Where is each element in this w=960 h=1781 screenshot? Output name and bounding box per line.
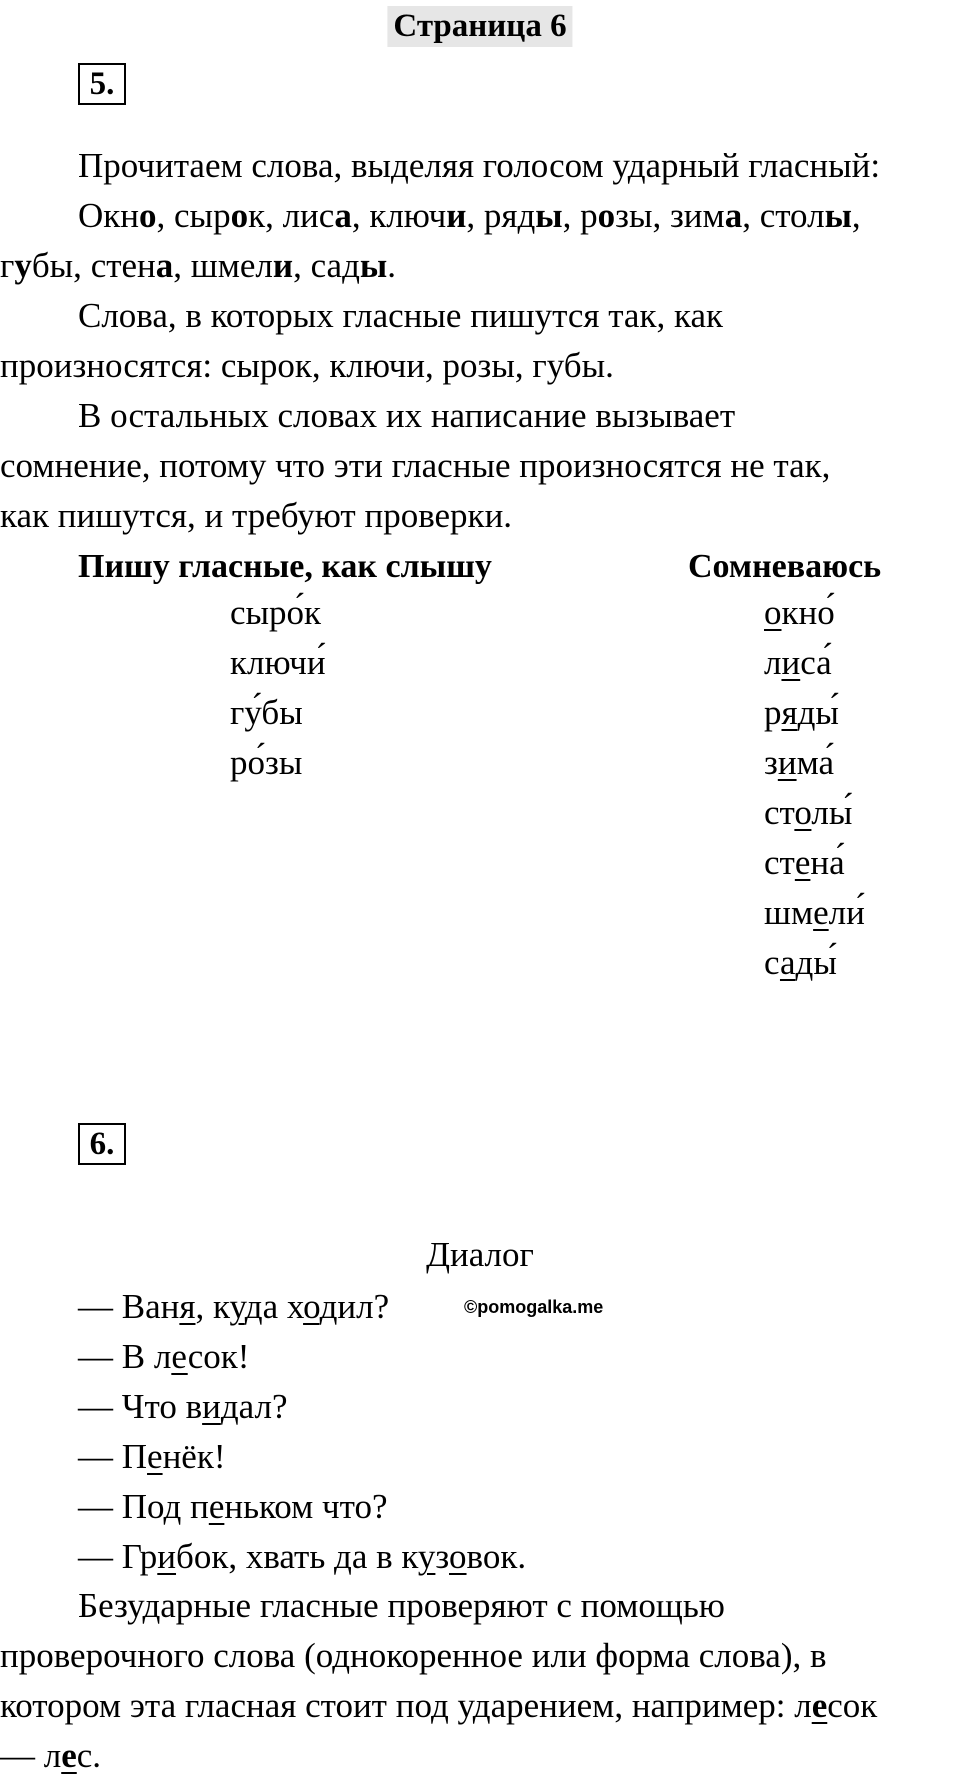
line1-word xyxy=(580,196,670,235)
doubt-word xyxy=(764,588,865,638)
rule-line-3 xyxy=(0,1688,877,1723)
dialog-line xyxy=(78,1339,249,1374)
underlined-vowel: и xyxy=(777,743,797,782)
task-5-intro: Прочитаем слова, выделяя голосом ударный гласный: xyxy=(78,146,881,185)
task-6-number: 6. xyxy=(78,1123,126,1165)
page-title: Страница 6 xyxy=(387,6,572,47)
word-part: , xyxy=(562,196,581,235)
doubt-word xyxy=(764,638,865,688)
line1-word xyxy=(283,196,370,235)
no-doubt-word: гу́бы xyxy=(230,693,303,732)
line1-word xyxy=(484,196,580,235)
underlined-vowel: е xyxy=(813,893,829,932)
word-part: , xyxy=(351,196,370,235)
stressed-words-line-1 xyxy=(78,198,861,233)
dialog-text: дал? xyxy=(220,1387,288,1426)
paragraph-3-line-3: как пишутся, и требуют проверки. xyxy=(0,496,513,535)
rule-line-3-end: сок xyxy=(827,1686,878,1725)
underlined-vowel: о xyxy=(303,1287,320,1326)
rule-line-4 xyxy=(0,1738,101,1773)
word-part: р xyxy=(764,693,782,732)
paragraph-3-line-2: сомнение, потому что эти гласные произносятся не так, xyxy=(0,446,831,485)
dialog-text: сок! xyxy=(187,1337,250,1376)
dialog-text: — Ван xyxy=(78,1287,180,1326)
word-part: сыр xyxy=(174,196,231,235)
line1-word xyxy=(760,196,861,235)
dialog-line xyxy=(78,1539,526,1574)
word-part: ма́ xyxy=(796,743,835,782)
word-part: . xyxy=(387,246,396,285)
rule-line-4-text: — л xyxy=(0,1736,62,1775)
word-part: бы, xyxy=(31,246,91,285)
paragraph-3-line-1: В остальных словах их написание вызывает xyxy=(78,396,736,435)
no-doubt-word: сыро́к xyxy=(230,593,322,632)
column-right-list xyxy=(764,588,865,988)
word-part: к, xyxy=(248,196,283,235)
rule-line-3-underlined-vowel: е xyxy=(811,1686,828,1725)
rule-line-4-underlined-vowel: е xyxy=(61,1736,77,1775)
word-part: г xyxy=(0,246,15,285)
paragraph-2-line-1: Слова, в которых гласные пишутся так, как xyxy=(78,296,723,335)
stressed-vowel: ы xyxy=(535,196,563,235)
stressed-vowel: о xyxy=(139,196,157,235)
dialog-line xyxy=(78,1439,226,1474)
line2-word xyxy=(0,246,91,285)
line2-word xyxy=(191,246,311,285)
underlined-vowel: у xyxy=(229,1287,245,1326)
underlined-vowel: я xyxy=(781,693,798,732)
underlined-vowel: и xyxy=(781,643,801,682)
word-part: ряд xyxy=(483,196,536,235)
stressed-vowel: ы xyxy=(824,196,852,235)
word-part: стол xyxy=(759,196,825,235)
word-part: зим xyxy=(669,196,725,235)
stressed-vowel: а xyxy=(724,196,743,235)
stressed-vowel: о xyxy=(230,196,249,235)
dialog-line xyxy=(78,1289,389,1324)
word-part: р xyxy=(580,196,598,235)
dialog-title: Диалог xyxy=(426,1235,534,1274)
doubt-word xyxy=(764,788,865,838)
word-part: кно́ xyxy=(781,593,835,632)
dialog-text: дил? xyxy=(319,1287,390,1326)
task-5-number: 5. xyxy=(78,63,126,105)
stressed-vowel: и xyxy=(446,196,467,235)
underlined-vowel: а xyxy=(779,943,796,982)
line1-word xyxy=(78,196,174,235)
stressed-vowel: ы xyxy=(359,246,388,285)
word-part: стен xyxy=(90,246,156,285)
underlined-vowel: и xyxy=(157,1537,177,1576)
word-part: на́ xyxy=(810,843,845,882)
line2-word xyxy=(311,246,396,285)
underlined-vowel: и xyxy=(202,1387,221,1426)
word-part: , xyxy=(742,196,760,235)
word-part: ст xyxy=(764,793,795,832)
watermark: ©pomogalka.me xyxy=(464,1297,604,1317)
doubt-word xyxy=(764,738,865,788)
word-part: , xyxy=(851,196,861,235)
underlined-vowel: я xyxy=(179,1287,196,1326)
dialog-line xyxy=(78,1489,387,1524)
column-right-header: Сомневаюсь xyxy=(688,548,882,585)
line2-word xyxy=(91,246,191,285)
doubt-word xyxy=(764,888,865,938)
word-part: лис xyxy=(282,196,335,235)
underlined-vowel: о xyxy=(449,1537,467,1576)
word-part: л xyxy=(764,643,782,682)
stressed-vowel: у xyxy=(14,246,32,285)
underlined-vowel: е xyxy=(171,1337,188,1376)
dialog-text: нёк! xyxy=(162,1437,226,1476)
underlined-vowel: у xyxy=(417,1537,436,1576)
word-part: шм xyxy=(764,893,814,932)
line1-word xyxy=(670,196,760,235)
doubt-word xyxy=(764,938,865,988)
word-part: са́ xyxy=(800,643,832,682)
dialog-text: ньком что? xyxy=(224,1487,388,1526)
line1-word xyxy=(174,196,283,235)
word-part: ды́ xyxy=(797,693,839,732)
word-part: з xyxy=(764,743,778,782)
dialog-text: бок, хвать да в к xyxy=(176,1537,418,1576)
underlined-vowel: о xyxy=(764,593,782,632)
dialog-text: — В л xyxy=(78,1337,172,1376)
rule-line-4-end: с. xyxy=(76,1736,102,1775)
stressed-vowel: о xyxy=(597,196,616,235)
dialog-text: — Под п xyxy=(78,1487,209,1526)
no-doubt-word: ключи́ xyxy=(230,643,326,682)
word-part: , xyxy=(173,246,191,285)
word-part: Окн xyxy=(78,196,140,235)
column-left-header: Пишу гласные, как слышу xyxy=(78,548,492,585)
underlined-vowel: е xyxy=(147,1437,163,1476)
column-left-list xyxy=(230,588,326,788)
stressed-vowel: и xyxy=(272,246,294,285)
stressed-words-line-2 xyxy=(0,248,396,283)
dialog-text: — Гр xyxy=(78,1537,158,1576)
paragraph-2-line-2: произносятся: сырок, ключи, розы, губы. xyxy=(0,346,614,385)
word-part: с xyxy=(764,943,780,982)
underlined-vowel: о xyxy=(794,793,812,832)
stressed-vowel: а xyxy=(155,246,174,285)
dialog-text: да х xyxy=(244,1287,304,1326)
word-part: ды́ xyxy=(795,943,837,982)
dialog-text: — Что в xyxy=(78,1387,203,1426)
dialog-text: — П xyxy=(78,1437,148,1476)
word-part: ст xyxy=(764,843,795,882)
dialog-line xyxy=(78,1389,288,1424)
rule-line-3-text: котором эта гласная стоит под ударением, например: л xyxy=(0,1686,812,1725)
word-part: , xyxy=(293,246,311,285)
word-part: , xyxy=(466,196,484,235)
underlined-vowel: е xyxy=(208,1487,225,1526)
word-part: , xyxy=(156,196,175,235)
rule-line-1: Безударные гласные проверяют с помощью xyxy=(78,1586,725,1625)
dialog-text: вок. xyxy=(466,1537,527,1576)
word-part: сад xyxy=(310,246,360,285)
word-part: ключ xyxy=(369,196,447,235)
doubt-word xyxy=(764,838,865,888)
no-doubt-word: ро́зы xyxy=(230,743,303,782)
stressed-vowel: а xyxy=(334,196,352,235)
word-part: зы, xyxy=(615,196,670,235)
word-part: лы́ xyxy=(811,793,853,832)
doubt-word xyxy=(764,688,865,738)
word-part: шмел xyxy=(190,246,273,285)
line1-word xyxy=(369,196,484,235)
underlined-vowel: е xyxy=(794,843,811,882)
dialog-text: з xyxy=(435,1537,450,1576)
word-part: ли́ xyxy=(828,893,865,932)
dialog-text: , к xyxy=(195,1287,230,1326)
rule-line-2: проверочного слова (однокоренное или форма слова), в xyxy=(0,1636,827,1675)
